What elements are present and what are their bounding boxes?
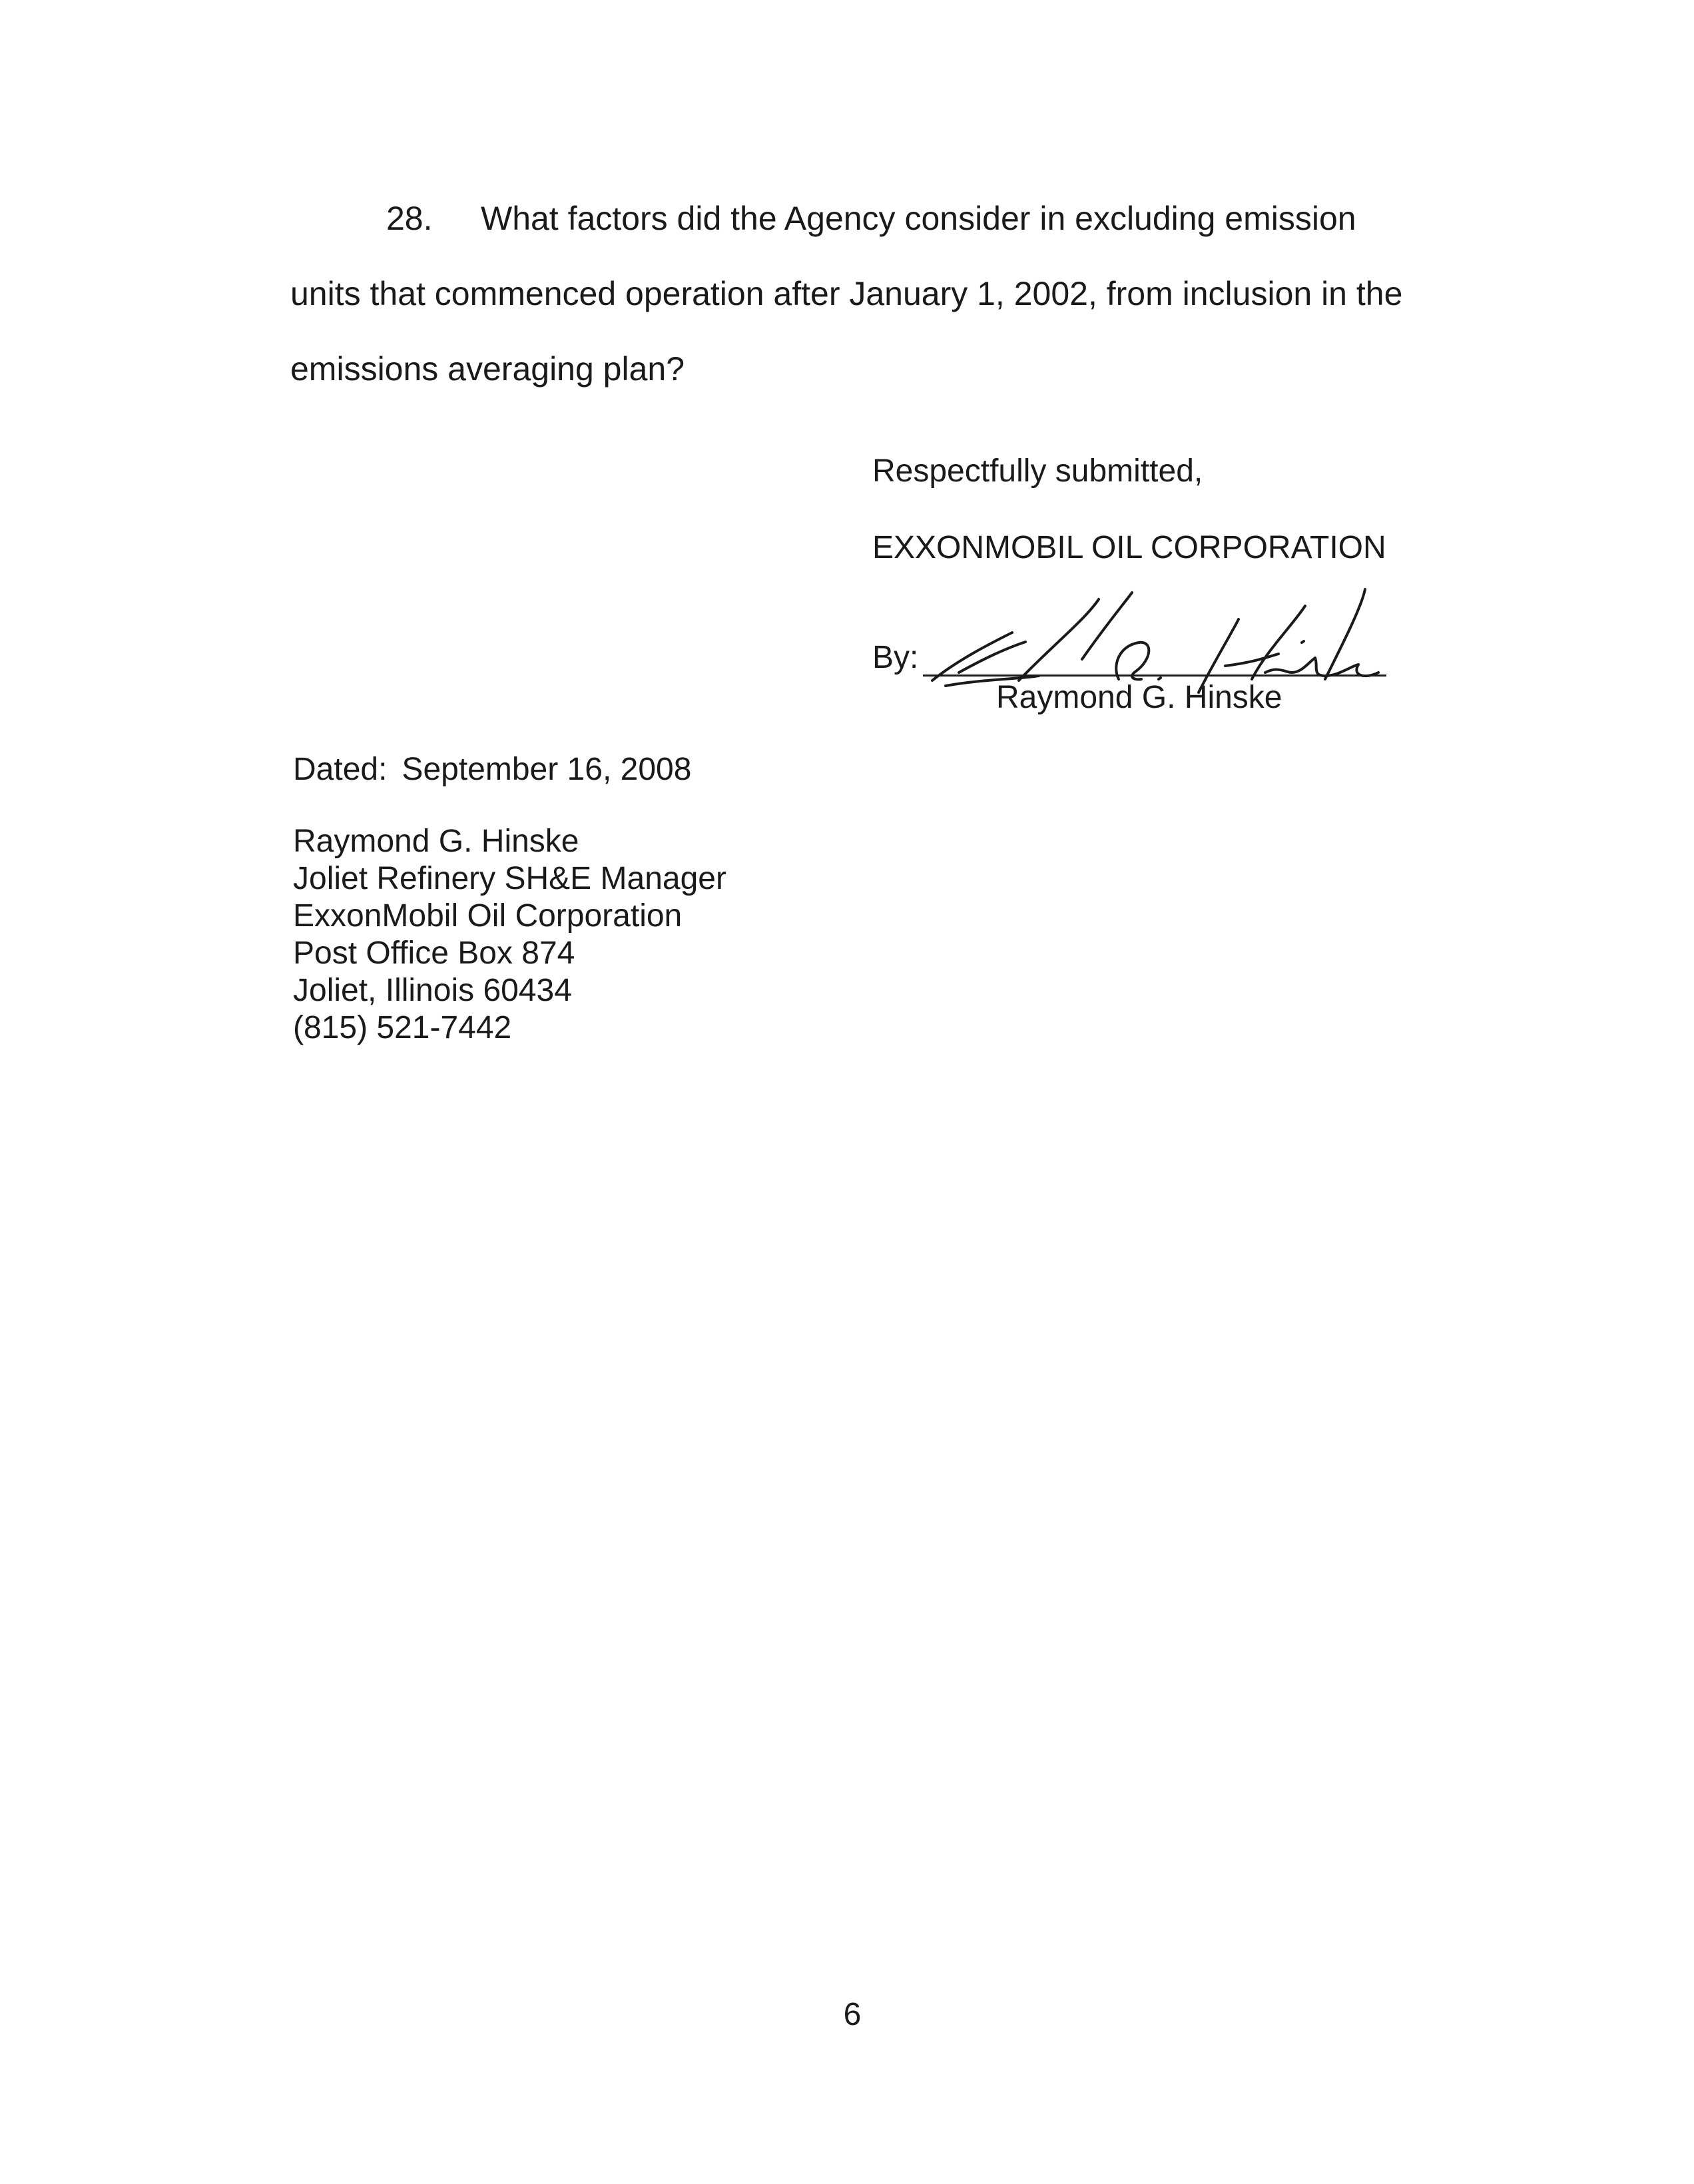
dated-label: Dated:	[293, 752, 388, 787]
contact-company: ExxonMobil Oil Corporation	[293, 898, 683, 934]
contact-name: Raymond G. Hinske	[293, 824, 579, 859]
contact-block	[293, 823, 726, 1047]
contact-phone: (815) 521-7442	[293, 1010, 512, 1045]
closing-text: Respectfully submitted,	[872, 453, 1203, 489]
question-line-3: emissions averaging plan?	[290, 350, 685, 388]
question-number: 28.	[386, 200, 433, 237]
company-name: EXXONMOBIL OIL CORPORATION	[872, 530, 1386, 565]
signer-name: Raymond G. Hinske	[996, 680, 1282, 715]
contact-city-state-zip: Joliet, Illinois 60434	[293, 973, 572, 1008]
question-paragraph	[290, 181, 1403, 407]
question-line-2: units that commenced operation after January 1, 2002, from inclusion in the	[290, 275, 1403, 312]
contact-title: Joliet Refinery SH&E Manager	[293, 861, 726, 896]
dated-value: September 16, 2008	[402, 752, 692, 787]
dated-line	[293, 751, 691, 788]
question-line-1	[290, 181, 1382, 256]
contact-po-box: Post Office Box 874	[293, 936, 575, 971]
page-number: 6	[843, 1997, 862, 2032]
question-text-line-1: What factors did the Agency consider in excluding emission	[481, 200, 1356, 237]
by-label: By:	[872, 640, 919, 675]
